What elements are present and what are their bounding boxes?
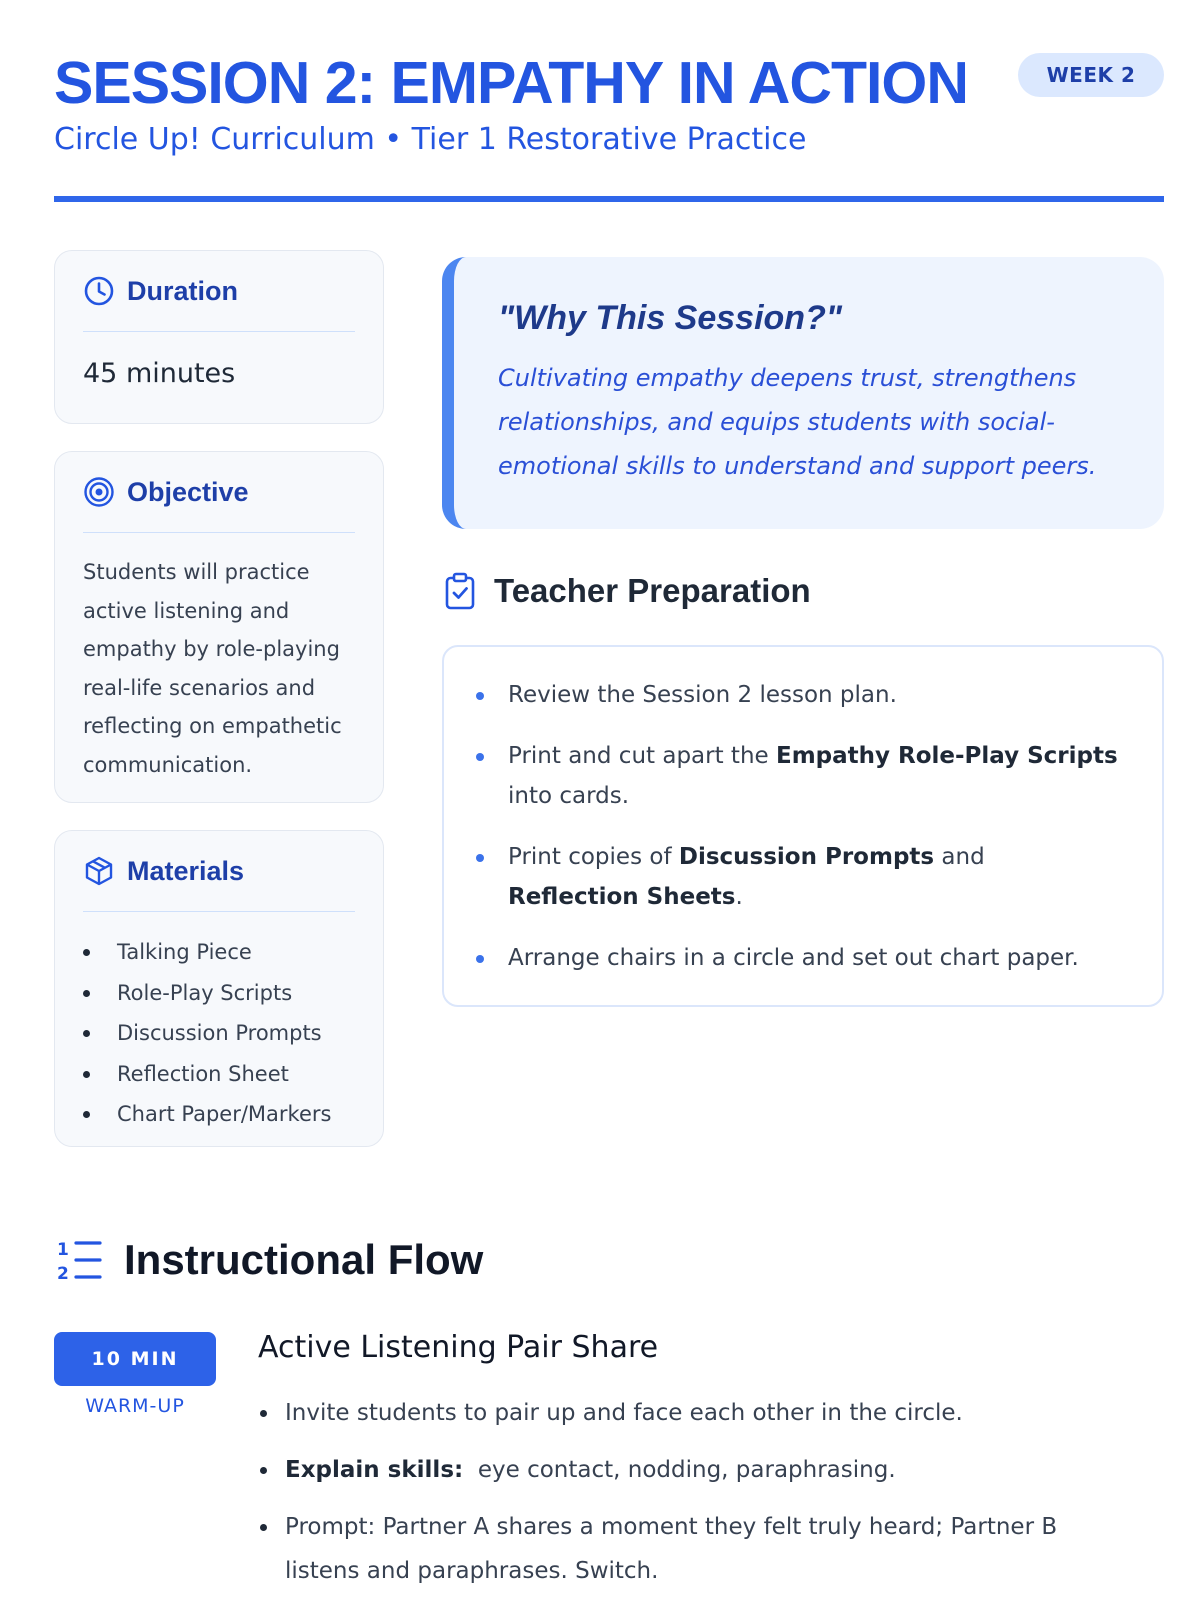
duration-card	[54, 250, 384, 424]
clipboard-check-icon	[444, 572, 476, 610]
page-subtitle: Circle Up! Curriculum • Tier 1 Restorative Practice	[54, 122, 807, 157]
week-badge: WEEK 2	[1018, 53, 1164, 97]
preparation-list	[474, 675, 1122, 978]
list-item: Discussion Prompts	[83, 1013, 355, 1054]
prep-bold-text: Reflection Sheets	[508, 884, 736, 910]
list-item: Talking Piece	[83, 932, 355, 973]
step-title: Active Listening Pair Share	[258, 1330, 659, 1365]
box-icon	[83, 855, 115, 887]
why-heading: "Why This Session?"	[498, 299, 842, 337]
svg-text:1: 1	[57, 1240, 69, 1260]
prep-text: Review the Session 2 lesson plan.	[508, 682, 897, 708]
duration-heading: Duration	[127, 275, 238, 306]
step-time-badge: 10 MIN	[54, 1332, 216, 1386]
list-item	[258, 1391, 1138, 1435]
step-text: eye contact, nodding, paraphrasing.	[463, 1457, 896, 1483]
duration-card-header	[83, 251, 355, 332]
why-text: Cultivating empathy deepens trust, strengthens relationships, and equips students with social-emotional skills to understand and support peers.	[498, 364, 1097, 480]
svg-text:2: 2	[57, 1264, 69, 1282]
numbered-list-icon	[56, 1238, 102, 1282]
list-item: Role-Play Scripts	[83, 973, 355, 1014]
page-header	[54, 48, 1156, 157]
prep-bold-text: Empathy Role-Play Scripts	[775, 743, 1118, 769]
materials-heading: Materials	[127, 855, 245, 886]
objective-heading: Objective	[127, 476, 249, 507]
materials-card	[54, 830, 384, 1147]
list-item	[474, 837, 1122, 917]
objective-card-header	[83, 452, 355, 533]
materials-card-header	[83, 831, 355, 912]
step-text: Invite students to pair up and face each other in the circle.	[285, 1400, 963, 1426]
list-item: Reflection Sheet	[83, 1054, 355, 1095]
step-phase-label: WARM-UP	[85, 1395, 185, 1417]
target-icon	[83, 476, 115, 508]
prep-text: into cards.	[508, 783, 630, 809]
step-text: Prompt: Partner A shares a moment they felt truly heard; Partner B listens and paraphrases. Switch.	[285, 1514, 1058, 1584]
objective-card	[54, 451, 384, 803]
duration-value: 45 minutes	[83, 358, 236, 389]
prep-text: and	[934, 844, 985, 870]
list-item	[258, 1448, 1138, 1492]
list-item	[258, 1505, 1138, 1593]
preparation-heading: Teacher Preparation	[494, 572, 811, 609]
flow-heading: Instructional Flow	[124, 1236, 484, 1283]
list-item	[474, 938, 1122, 978]
materials-list	[83, 912, 355, 1135]
prep-text: Print copies of	[508, 844, 679, 870]
prep-text: Arrange chairs in a circle and set out chart paper.	[508, 945, 1079, 971]
preparation-box	[442, 645, 1164, 1007]
why-callout	[442, 257, 1164, 529]
flow-header	[56, 1236, 483, 1284]
list-item	[474, 675, 1122, 715]
preparation-header	[444, 572, 811, 610]
header-divider	[54, 196, 1164, 202]
clock-icon	[83, 275, 115, 307]
prep-text: .	[735, 884, 743, 910]
step-bold-text: Explain skills:	[285, 1457, 464, 1483]
list-item	[474, 736, 1122, 816]
step-bullet-list	[258, 1391, 1138, 1606]
prep-text: Print and cut apart the	[508, 743, 776, 769]
page-title: SESSION 2: EMPATHY IN ACTION	[54, 50, 968, 116]
prep-bold-text: Discussion Prompts	[678, 844, 935, 870]
list-item: Chart Paper/Markers	[83, 1094, 355, 1135]
objective-text: Students will practice active listening and empathy by role-playing real-life scenarios and reflecting on empathetic communication.	[83, 560, 342, 777]
